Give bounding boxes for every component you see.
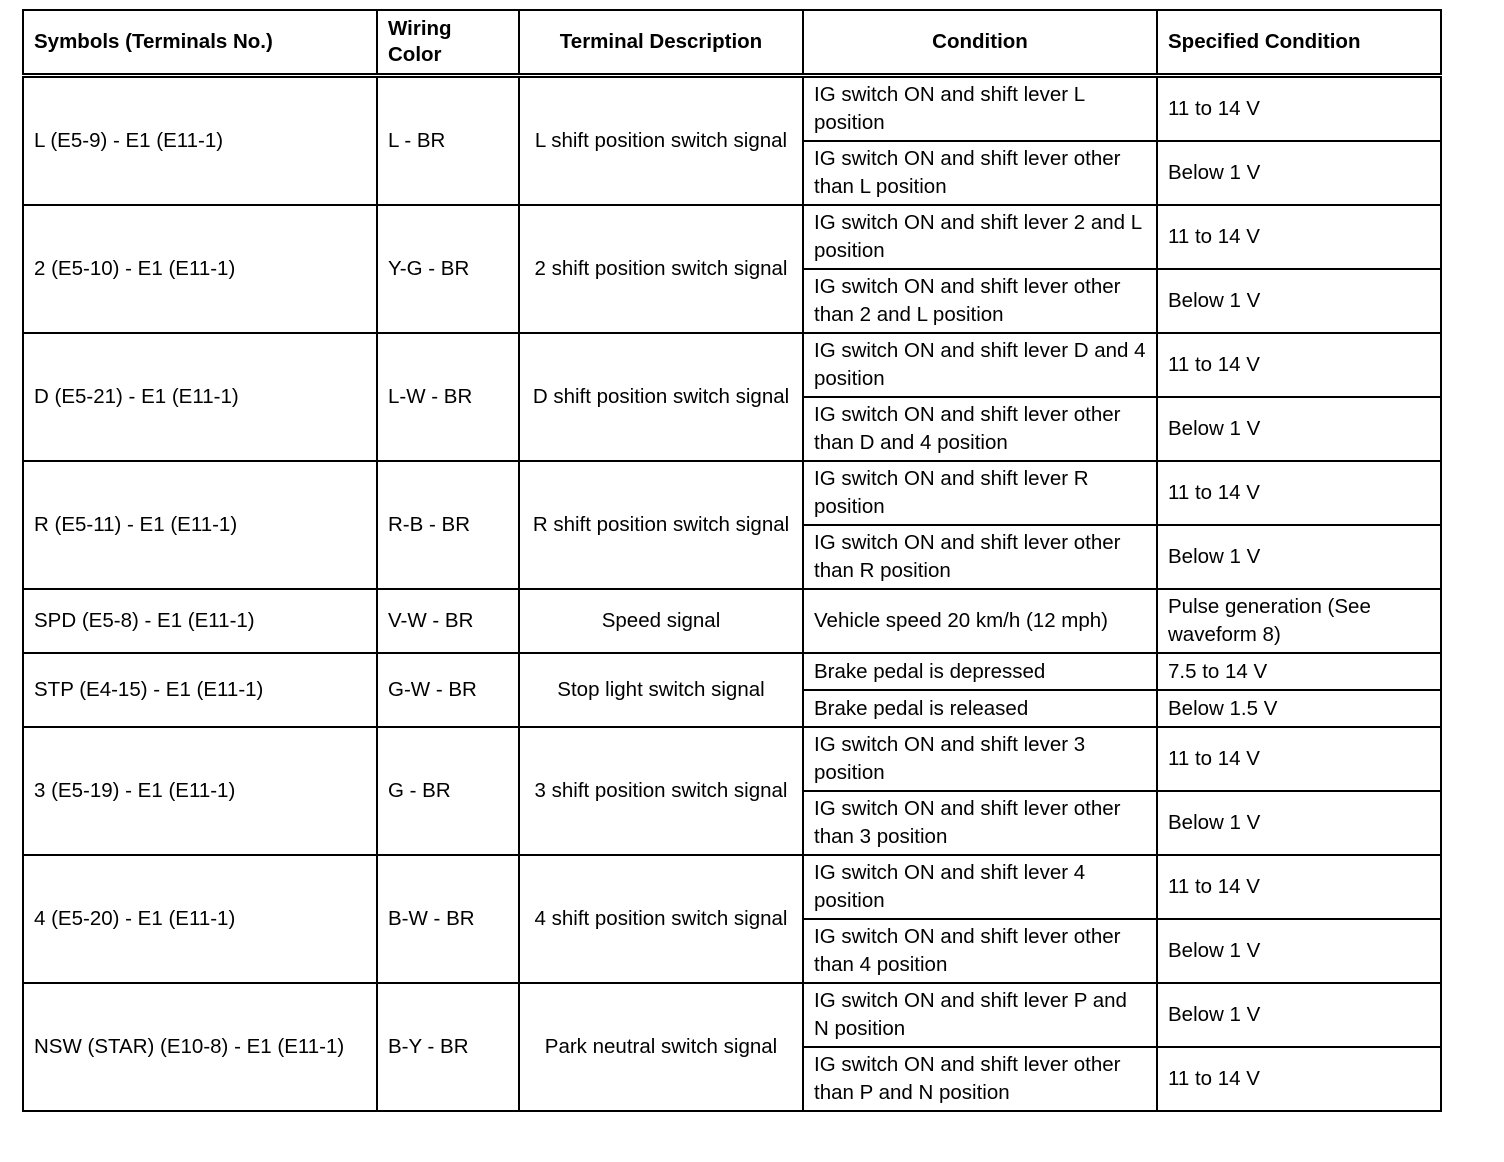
description-cell: Stop light switch signal: [519, 653, 803, 727]
condition-cell: IG switch ON and shift lever P and N position: [803, 983, 1157, 1047]
condition-cell: IG switch ON and shift lever 3 position: [803, 727, 1157, 791]
symbol-cell: L (E5-9) - E1 (E11-1): [23, 76, 377, 206]
terminal-spec-table: [22, 9, 1442, 1112]
description-cell: Park neutral switch signal: [519, 983, 803, 1111]
specified-cell: 11 to 14 V: [1157, 76, 1441, 142]
table-row: [23, 76, 1441, 142]
condition-cell: IG switch ON and shift lever other than L position: [803, 141, 1157, 205]
specified-cell: Below 1 V: [1157, 983, 1441, 1047]
description-cell: Speed signal: [519, 589, 803, 653]
specified-cell: Pulse generation (See waveform 8): [1157, 589, 1441, 653]
specified-cell: 11 to 14 V: [1157, 333, 1441, 397]
header-row: [23, 10, 1441, 76]
condition-cell: IG switch ON and shift lever other than P and N position: [803, 1047, 1157, 1111]
condition-cell: Vehicle speed 20 km/h (12 mph): [803, 589, 1157, 653]
specified-cell: 7.5 to 14 V: [1157, 653, 1441, 690]
wiring-cell: B-W - BR: [377, 855, 519, 983]
header-specified-condition: Specified Condition: [1157, 10, 1441, 76]
table-row: [23, 855, 1441, 919]
condition-cell: IG switch ON and shift lever 2 and L position: [803, 205, 1157, 269]
wiring-cell: L - BR: [377, 76, 519, 206]
description-cell: 3 shift position switch signal: [519, 727, 803, 855]
specified-cell: 11 to 14 V: [1157, 205, 1441, 269]
table-body: [23, 76, 1441, 1112]
condition-cell: IG switch ON and shift lever other than D and 4 position: [803, 397, 1157, 461]
table-row: [23, 589, 1441, 653]
condition-cell: IG switch ON and shift lever other than 3 position: [803, 791, 1157, 855]
symbol-cell: D (E5-21) - E1 (E11-1): [23, 333, 377, 461]
symbol-cell: SPD (E5-8) - E1 (E11-1): [23, 589, 377, 653]
condition-cell: Brake pedal is released: [803, 690, 1157, 727]
specified-cell: Below 1 V: [1157, 919, 1441, 983]
wiring-cell: R-B - BR: [377, 461, 519, 589]
symbol-cell: 2 (E5-10) - E1 (E11-1): [23, 205, 377, 333]
condition-cell: IG switch ON and shift lever other than R position: [803, 525, 1157, 589]
condition-cell: IG switch ON and shift lever D and 4 position: [803, 333, 1157, 397]
specified-cell: 11 to 14 V: [1157, 855, 1441, 919]
table-header: [23, 10, 1441, 76]
condition-cell: Brake pedal is depressed: [803, 653, 1157, 690]
specified-cell: Below 1.5 V: [1157, 690, 1441, 727]
table-row: [23, 653, 1441, 690]
table-row: [23, 333, 1441, 397]
specified-cell: Below 1 V: [1157, 397, 1441, 461]
condition-cell: IG switch ON and shift lever R position: [803, 461, 1157, 525]
wiring-cell: G - BR: [377, 727, 519, 855]
specified-cell: Below 1 V: [1157, 269, 1441, 333]
symbol-cell: R (E5-11) - E1 (E11-1): [23, 461, 377, 589]
description-cell: L shift position switch signal: [519, 76, 803, 206]
condition-cell: IG switch ON and shift lever L position: [803, 76, 1157, 142]
table-row: [23, 205, 1441, 269]
table-row: [23, 983, 1441, 1047]
header-condition: Condition: [803, 10, 1157, 76]
specified-cell: Below 1 V: [1157, 141, 1441, 205]
table-row: [23, 461, 1441, 525]
symbol-cell: 4 (E5-20) - E1 (E11-1): [23, 855, 377, 983]
wiring-cell: V-W - BR: [377, 589, 519, 653]
description-cell: 4 shift position switch signal: [519, 855, 803, 983]
description-cell: R shift position switch signal: [519, 461, 803, 589]
specified-cell: 11 to 14 V: [1157, 727, 1441, 791]
wiring-cell: L-W - BR: [377, 333, 519, 461]
specified-cell: 11 to 14 V: [1157, 1047, 1441, 1111]
description-cell: 2 shift position switch signal: [519, 205, 803, 333]
header-symbols: Symbols (Terminals No.): [23, 10, 377, 76]
wiring-cell: G-W - BR: [377, 653, 519, 727]
symbol-cell: NSW (STAR) (E10-8) - E1 (E11-1): [23, 983, 377, 1111]
specified-cell: Below 1 V: [1157, 791, 1441, 855]
condition-cell: IG switch ON and shift lever 4 position: [803, 855, 1157, 919]
wiring-cell: Y-G - BR: [377, 205, 519, 333]
specified-cell: Below 1 V: [1157, 525, 1441, 589]
wiring-cell: B-Y - BR: [377, 983, 519, 1111]
symbol-cell: STP (E4-15) - E1 (E11-1): [23, 653, 377, 727]
condition-cell: IG switch ON and shift lever other than 2 and L position: [803, 269, 1157, 333]
header-terminal-description: Terminal Description: [519, 10, 803, 76]
header-wiring-color: Wiring Color: [377, 10, 519, 76]
condition-cell: IG switch ON and shift lever other than 4 position: [803, 919, 1157, 983]
symbol-cell: 3 (E5-19) - E1 (E11-1): [23, 727, 377, 855]
table-row: [23, 727, 1441, 791]
specified-cell: 11 to 14 V: [1157, 461, 1441, 525]
description-cell: D shift position switch signal: [519, 333, 803, 461]
